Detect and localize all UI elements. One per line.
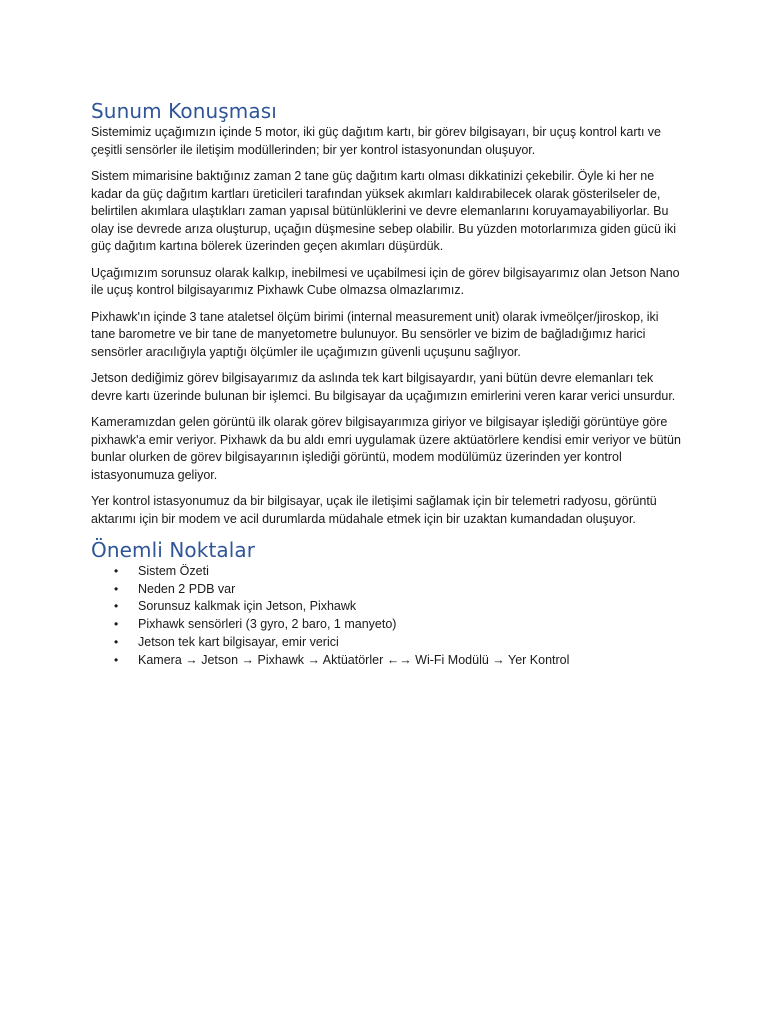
- paragraph: Sistemimiz uçağımızın içinde 5 motor, iki güç dağıtım kartı, bir görev bilgisayarı, bir uçuş kontrol kartı ve çeşitli sensörler ile iletişim modüllerinden; bir yer kontrol istasyonundan oluşuyor.: [91, 125, 661, 157]
- document-body: [91, 98, 681, 669]
- list-item-text: Neden 2 PDB var: [138, 581, 236, 596]
- list-item-text: Sorunsuz kalkmak için Jetson, Pixhawk: [138, 599, 357, 614]
- list-item: [91, 652, 681, 670]
- bullet-icon: •: [114, 617, 119, 632]
- key-points-list: [91, 563, 681, 669]
- list-item: [91, 598, 681, 616]
- bullet-icon: •: [114, 581, 119, 596]
- paragraph: Sistem mimarisine baktığınız zaman 2 tane güç dağıtım kartı olması dikkatinizi çekebilir. Öyle ki her ne kadar da güç dağıtım kartları üreticileri tarafından yüksek akımları kaldırabilecek olarak gösterilseler de, belirtilen akımlara ulaştıkları zaman yapısal bütünlüklerini ve devre elemanlarını koruyamayabiliyorlar. Bu olay ise devrede arıza oluşturup, uçağın düşmesine sebep olabilir. Bu yüzden motorlarımıza giden gücü iki güç dağıtım kartına bölerek üzerinden geçen akımları düşürdük.: [91, 169, 677, 253]
- list-item-text: Sistem Özeti: [138, 564, 209, 578]
- list-item-text: Pixhawk sensörleri (3 gyro, 2 baro, 1 manyeto): [138, 617, 397, 632]
- list-item: [91, 616, 681, 634]
- bullet-icon: •: [114, 599, 119, 614]
- paragraph: Yer kontrol istasyonumuz da bir bilgisayar, uçak ile iletişimi sağlamak için bir telemetri radyosu, görüntü aktarımı için bir modem ve acil durumlarda müdahale etmek için bir uzaktan kumandadan oluşuyor.: [91, 494, 657, 526]
- paragraph: Jetson dediğimiz görev bilgisayarımız da aslında tek kart bilgisayardır, yani bütün devre elemanları tek devre kartı üzerinde bulunan bir işlemci. Bu bilgisayar da uçağımızın emirlerini veren karar verici unsurdur.: [91, 371, 676, 403]
- bullet-icon: •: [114, 634, 119, 649]
- list-item: [91, 634, 681, 652]
- list-item: [91, 581, 681, 599]
- section-title-sunum-konusmasi: Sunum Konuşması: [91, 99, 277, 123]
- list-item: [91, 563, 681, 581]
- list-item-text: Jetson tek kart bilgisayar, emir verici: [138, 634, 339, 649]
- list-item-text: Kamera → Jetson → Pixhawk → Aktüatörler ←→ Wi-Fi Modülü → Yer Kontrol: [138, 652, 570, 667]
- paragraph: Pixhawk'ın içinde 3 tane ataletsel ölçüm birimi (internal measurement unit) olarak ivmeölçer/jiroskop, iki tane barometre ve bir tane de manyetometre bulunuyor. Bu sensörler ve bizim de bağladığımız harici sensörler aracılığıyla yaptığı ölçümler ile uçağımızın güvenli uçuşunu sağlıyor.: [91, 309, 659, 359]
- bullet-icon: •: [114, 652, 119, 667]
- bullet-icon: •: [114, 564, 119, 578]
- paragraph: Uçağımızım sorunsuz olarak kalkıp, inebilmesi ve uçabilmesi için de görev bilgisayarımız olan Jetson Nano ile uçuş kontrol bilgisayarımız Pixhawk Cube olmazsa olmazlarımız.: [91, 265, 680, 297]
- paragraph: Kameramızdan gelen görüntü ilk olarak görev bilgisayarımıza giriyor ve bilgisayar işlediği görüntüye göre pixhawk'a emir veriyor. Pixhawk da bu aldı emri uygulamak üzere aktüatörlere kendisi emir veriyor ve bütün bunlar olurken de görev bilgisayarının işlediği görüntü, modem modülümüz üzerinden yer kontrol istasyonumuza geliyor.: [91, 415, 681, 482]
- section-title-onemli-noktalar: Önemli Noktalar: [91, 538, 256, 562]
